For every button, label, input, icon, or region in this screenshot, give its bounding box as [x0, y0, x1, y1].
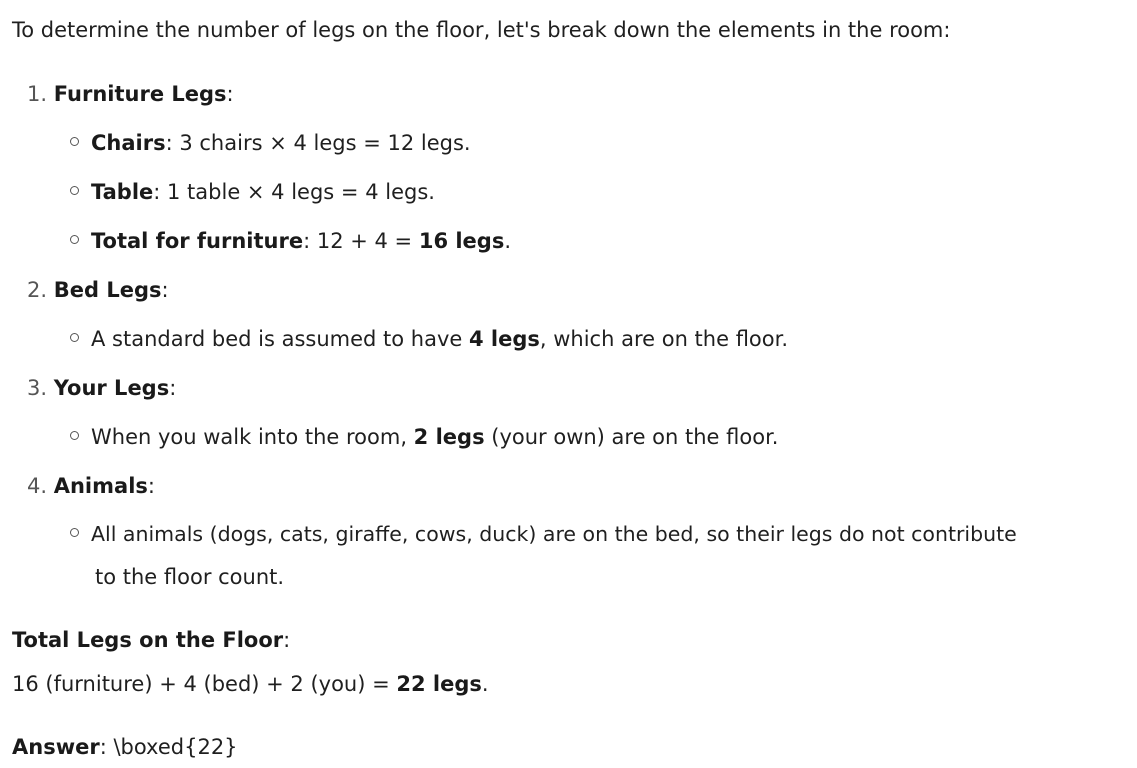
sub-item-lead: Total for furniture [91, 229, 304, 253]
sub-item-tail: (your own) are on the floor. [484, 425, 779, 449]
sub-item-lead: Chairs [91, 131, 166, 155]
sub-item-bed [70, 329, 788, 350]
sub-item-animals-continued: to the floor count. [95, 565, 285, 589]
sub-item-tail: , which are on the floor. [539, 327, 789, 351]
total-equation [12, 674, 489, 695]
list-number: 1. [27, 82, 48, 106]
sub-item-your-legs [70, 427, 778, 448]
sub-item-lead: Table [91, 180, 154, 204]
circle-bullet-icon [70, 137, 79, 146]
circle-bullet-icon [70, 431, 79, 440]
sub-item-animals [70, 524, 1017, 545]
sub-item-strong: 2 legs [413, 425, 485, 449]
answer-line [12, 737, 238, 758]
item-title: Furniture Legs [53, 82, 227, 106]
list-item-2 [27, 280, 169, 301]
circle-bullet-icon [70, 235, 79, 244]
circle-bullet-icon [70, 528, 79, 537]
sub-item-text: : 3 chairs × 4 legs = 12 legs. [165, 131, 471, 155]
circle-bullet-icon [70, 333, 79, 342]
total-label: Total Legs on the Floor [12, 628, 284, 652]
equation-result: 22 legs [396, 672, 482, 696]
sub-item-text: : 12 + 4 = [303, 229, 419, 253]
list-item-3 [27, 378, 176, 399]
equation-tail: . [481, 672, 489, 696]
item-title: Animals [53, 474, 148, 498]
answer-text: : \boxed{22} [99, 735, 238, 759]
sub-item-strong: 4 legs [468, 327, 540, 351]
list-item-1 [27, 84, 234, 105]
sub-item-total-furniture [70, 231, 511, 252]
item-colon: : [169, 376, 177, 400]
list-item-4 [27, 476, 155, 497]
sub-item-table [70, 182, 435, 203]
item-colon: : [161, 278, 169, 302]
sub-item-chairs [70, 133, 471, 154]
intro-text: To determine the number of legs on the floor, let's break down the elements in the room: [12, 18, 951, 42]
equation-text: 16 (furniture) + 4 (bed) + 2 (you) = [12, 672, 397, 696]
list-number: 4. [27, 474, 48, 498]
item-colon: : [147, 474, 155, 498]
item-colon: : [226, 82, 234, 106]
total-colon: : [283, 628, 291, 652]
item-title: Bed Legs [53, 278, 162, 302]
list-number: 3. [27, 376, 48, 400]
sub-item-text: : 1 table × 4 legs = 4 legs. [153, 180, 435, 204]
sub-item-tail: . [504, 229, 512, 253]
list-number: 2. [27, 278, 48, 302]
sub-item-text: When you walk into the room, [91, 425, 414, 449]
total-heading [12, 630, 290, 651]
sub-item-strong: 16 legs [418, 229, 505, 253]
circle-bullet-icon [70, 186, 79, 195]
item-title: Your Legs [53, 376, 170, 400]
sub-item-text: All animals (dogs, cats, giraffe, cows, duck) are on the bed, so their legs do not contribute [91, 522, 1017, 546]
answer-label: Answer [12, 735, 100, 759]
sub-item-text: A standard bed is assumed to have [91, 327, 469, 351]
